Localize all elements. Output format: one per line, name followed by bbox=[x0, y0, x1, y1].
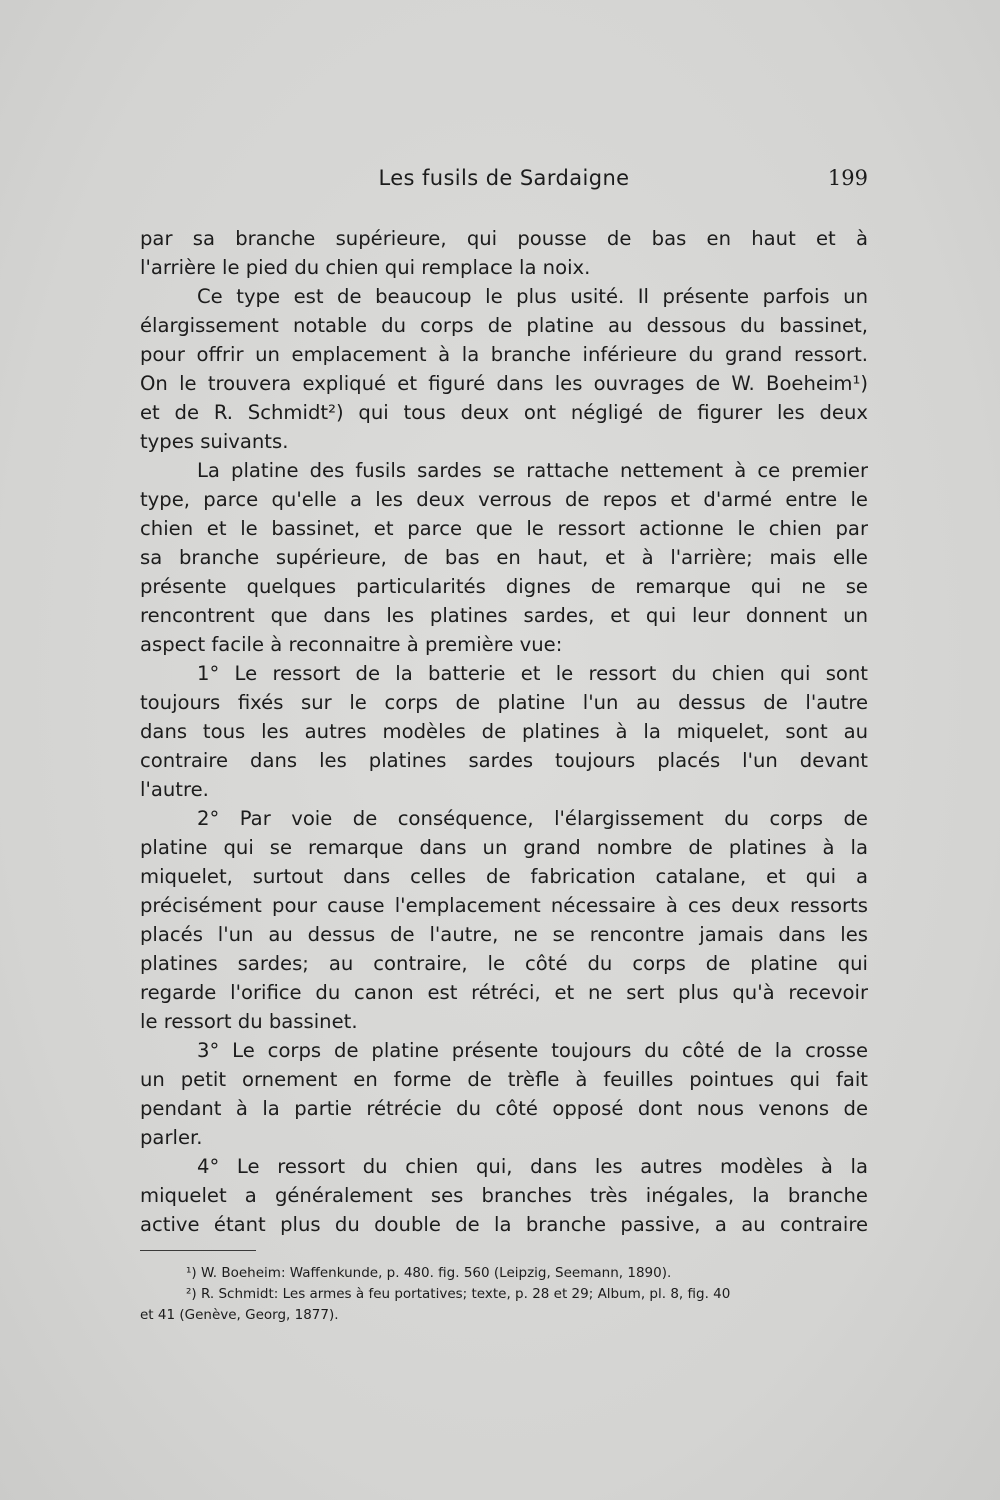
page-number: 199 bbox=[827, 166, 868, 190]
text-line: contraire dans les platines sardes toujours placés l'un devant bbox=[140, 749, 868, 772]
text-line: le ressort du bassinet. bbox=[140, 1010, 358, 1033]
text-line: platines sardes; au contraire, le côté du corps de platine qui bbox=[140, 952, 868, 975]
body-text bbox=[140, 224, 868, 1239]
footnote-separator bbox=[140, 1250, 256, 1251]
text-line: rencontrent que dans les platines sardes, et qui leur donnent un bbox=[140, 604, 868, 627]
text-line: par sa branche supérieure, qui pousse de bas en haut et à bbox=[140, 227, 868, 250]
text-line: aspect facile à reconnaitre à première vue: bbox=[140, 633, 563, 656]
text-line: précisément pour cause l'emplacement nécessaire à ces deux ressorts bbox=[140, 894, 868, 917]
text-line: et de R. Schmidt²) qui tous deux ont négligé de figurer les deux bbox=[140, 401, 868, 424]
text-line: dans tous les autres modèles de platines à la miquelet, sont au bbox=[140, 720, 868, 743]
text-line: chien et le bassinet, et parce que le ressort actionne le chien par bbox=[140, 517, 868, 540]
text-line: platine qui se remarque dans un grand nombre de platines à la bbox=[140, 836, 868, 859]
text-line: l'arrière le pied du chien qui remplace la noix. bbox=[140, 256, 591, 279]
text-line: active étant plus du double de la branche passive, a au contraire bbox=[140, 1213, 868, 1236]
text-line: parler. bbox=[140, 1126, 203, 1149]
text-line: miquelet, surtout dans celles de fabrication catalane, et qui a bbox=[140, 865, 868, 888]
text-line: 4° Le ressort du chien qui, dans les autres modèles à la bbox=[197, 1155, 868, 1178]
text-line: regarde l'orifice du canon est rétréci, et ne sert plus qu'à recevoir bbox=[140, 981, 868, 1004]
text-line: Ce type est de beaucoup le plus usité. Il présente parfois un bbox=[197, 285, 868, 308]
text-line: pour offrir un emplacement à la branche inférieure du grand ressort. bbox=[140, 343, 868, 366]
text-line: présente quelques particularités dignes de remarque qui ne se bbox=[140, 575, 868, 598]
text-line: toujours fixés sur le corps de platine l'un au dessus de l'autre bbox=[140, 691, 868, 714]
text-line: 2° Par voie de conséquence, l'élargissement du corps de bbox=[197, 807, 868, 830]
text-line: types suivants. bbox=[140, 430, 289, 453]
footnote-line: ²) R. Schmidt: Les armes à feu portatives; texte, p. 28 et 29; Album, pl. 8, fig. 40 bbox=[186, 1286, 731, 1302]
text-line: miquelet a généralement ses branches très inégales, la branche bbox=[140, 1184, 868, 1207]
text-line: type, parce qu'elle a les deux verrous de repos et d'armé entre le bbox=[140, 488, 868, 511]
running-title: Les fusils de Sardaigne bbox=[378, 166, 630, 190]
text-line: pendant à la partie rétrécie du côté opposé dont nous venons de bbox=[140, 1097, 868, 1120]
text-line: La platine des fusils sardes se rattache nettement à ce premier bbox=[197, 459, 868, 482]
text-line: On le trouvera expliqué et figuré dans les ouvrages de W. Boeheim¹) bbox=[140, 372, 868, 395]
running-header bbox=[140, 166, 868, 196]
footnotes bbox=[140, 1263, 868, 1326]
text-line: un petit ornement en forme de trèfle à feuilles pointues qui fait bbox=[140, 1068, 868, 1091]
text-line: l'autre. bbox=[140, 778, 209, 801]
text-line: élargissement notable du corps de platine au dessous du bassinet, bbox=[140, 314, 868, 337]
footnote-line: et 41 (Genève, Georg, 1877). bbox=[140, 1307, 339, 1323]
text-line: 1° Le ressort de la batterie et le ressort du chien qui sont bbox=[197, 662, 868, 685]
text-line: sa branche supérieure, de bas en haut, et à l'arrière; mais elle bbox=[140, 546, 868, 569]
footnote-line: ¹) W. Boeheim: Waffenkunde, p. 480. fig. 560 (Leipzig, Seemann, 1890). bbox=[186, 1265, 672, 1281]
text-line: placés l'un au dessus de l'autre, ne se rencontre jamais dans les bbox=[140, 923, 868, 946]
text-line: 3° Le corps de platine présente toujours du côté de la crosse bbox=[197, 1039, 868, 1062]
